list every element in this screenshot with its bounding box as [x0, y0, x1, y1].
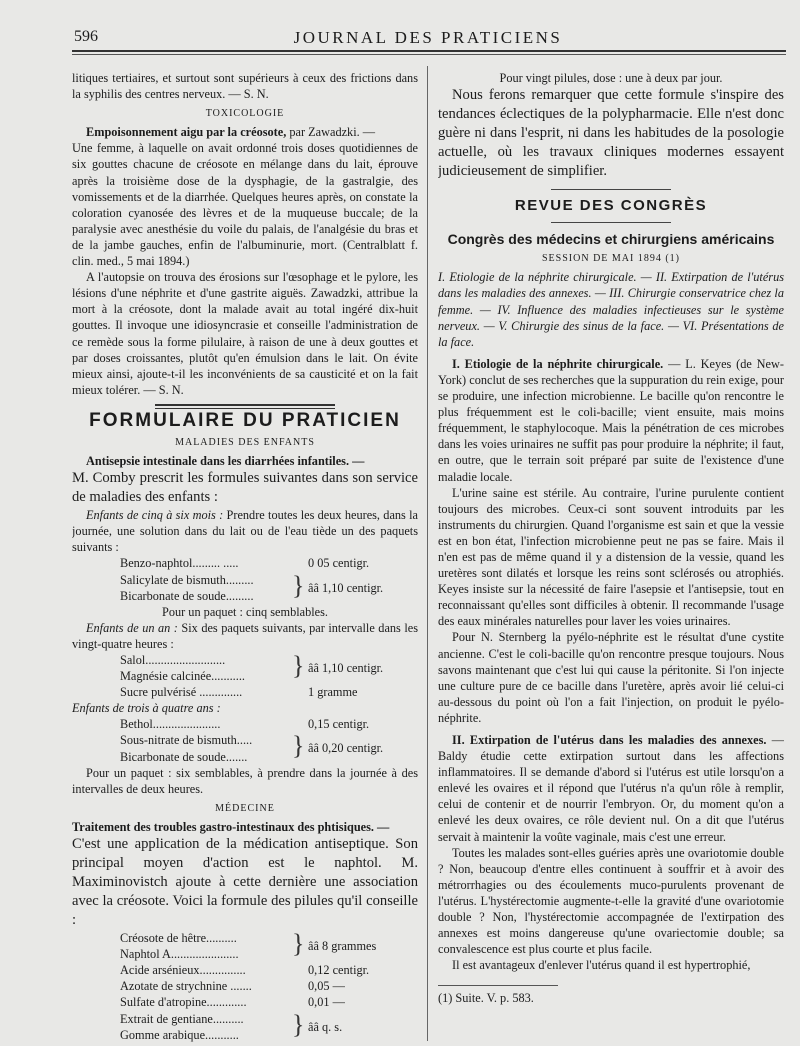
paragraph: litiques tertiaires, et surtout sont supérieurs à ceux des frictions dans la syphilis des centres nerveux. — S. N.: [72, 71, 418, 102]
prescription-1: [72, 555, 418, 619]
ornament-rule: [551, 222, 671, 223]
section-heading: TOXICOLOGIE: [205, 108, 285, 120]
paragraph: [72, 819, 418, 835]
left-column: [72, 70, 418, 1045]
ornament-rule: [551, 189, 671, 190]
instruction-text: Prendre toutes les deux heures, dans la journée, une solution dans du lait ou de l'eau tiède un des paquets suivants :: [72, 508, 418, 555]
session-heading: SESSION DE MAI 1894 (1): [542, 253, 680, 265]
paragraph: Pour un paquet : cinq semblables.: [162, 604, 328, 619]
prescription-row: Benzo-naphtol......... ..... 0 05 centigr.: [120, 556, 370, 571]
instruction-text: Six des paquets suivants, par intervalle dans les vingt-quatre heures :: [72, 620, 418, 651]
prescription-row: Sucre pulvérisé .............. 1 gramme: [120, 685, 358, 700]
right-column: [438, 70, 784, 1045]
brace: }: [292, 570, 305, 600]
age-label: Enfants de cinq à six mois :: [86, 508, 224, 523]
paragraph: A l'autopsie on trouva des érosions sur l'œsophage et le pylore, les lésions d'une néphrite et d'une gastrite aiguës. Zawadzki, attribue la mort à la créosote, dont la malade avait au total ingéré dix-huit gouttes. Il invoque une idiosyncrasie et conseille l'administration de ce remède sous la forme pilulaire, à raison de une à deux gouttes et par doses croissantes, plutôt qu'en émulsion dans le lait. On évite mieux ainsi, ajoute-t-il les inconvénients de sa causticité et on la fait mieux tolérer. — S. N.: [72, 270, 418, 397]
header-rule-thin: [72, 54, 786, 55]
revue-title: REVUE DES CONGRÈS: [514, 197, 708, 215]
brace: }: [292, 1009, 305, 1039]
prescription-row: Extrait de gentiane.......... ââ q. s. }: [120, 1009, 343, 1039]
prescription-row: Magnésie calcinée...........: [120, 669, 245, 684]
ornament-rule: [155, 404, 335, 409]
paragraph: Pour N. Sternberg la pyélo-néphrite est le résultat d'une cystite ancienne. C'est le coli-bacille qu'on rencontre presque toujours. Nous savons maintenant que c'est lui qui cause la péritonite. Si l'on injecte une culture pure de ce bacille dans l'uretère, après avoir lié celui-ci au-dessous du point où l'on a fait l'injection, on produit le pyélo-néphrite.: [438, 630, 784, 725]
paragraph: [72, 453, 418, 469]
congres-title: Congrès des médecins et chirurgiens américains: [447, 231, 775, 248]
paragraph: M. Comby prescrit les formules suivantes dans son service de maladies des enfants :: [72, 470, 418, 506]
prescription-row: Bethol...................... 0,15 centigr.: [120, 717, 370, 732]
footnote: (1) Suite. V. p. 583.: [438, 991, 534, 1006]
brace: }: [292, 731, 305, 761]
prescription-2: [72, 652, 418, 700]
prescription-row: Acide arsénieux............... 0,12 centigr.: [120, 963, 370, 978]
prescription-row: Salol.......................... ââ 1,10 centigr. }: [120, 651, 384, 680]
article-title: Empoisonnement aigu par la créosote,: [86, 125, 287, 140]
prescription-row: Sulfate d'atropine............. 0,01 —: [120, 995, 345, 1010]
prescription-row: Gomme arabique...........: [120, 1027, 239, 1042]
age-label: Enfants de trois à quatre ans :: [72, 701, 221, 716]
paragraph: [72, 700, 418, 716]
table-of-contents: I. Etiologie de la néphrite chirurgicale. — II. Extirpation de l'utérus dans les maladies des annexes. — III. Chirurgie conservatrice chez la femme. — IV. Influence des maladies infectieuses sur le système nerveux. — V. Chirurgie des sinus de la face. — VI. Présentations de la face.: [438, 270, 784, 349]
paragraph: Pour vingt pilules, dose : une à deux par jour.: [499, 71, 723, 85]
header-rule: [72, 50, 786, 52]
article-text: — L. Keyes (de New-York) conclut de ses recherches que la suppuration du rein exige, pour se produire, une infection microbienne. Le bacille qu'on rencontre le plus fréquemment est le coli-bacille; vient ensuite, mais moins fréquemment, le staphylocoque. Mais la pénétration de ces microbes dans les voies urinaires ne suffit pas pour produire la néphrite; il faut, en outre, que le terrain soit préparé par suite de l'existence d'une maladie locale.: [438, 356, 784, 484]
footnote-rule: [438, 985, 558, 986]
paragraph: C'est une application de la médication antiseptique. Son principal moyen d'action est le naphtol. M. Maximinovistch ajoute à cette dernière une association avec la créosote. Voici la formule des pilules qu'il conseille :: [72, 836, 418, 929]
paragraph: Pour un paquet : six semblables, à prendre dans la journée à des intervalles de deux heures.: [72, 765, 418, 796]
paragraph: Une femme, à laquelle on avait ordonné trois doses quotidiennes de six gouttes chacune de créosote en mélange dans du lait, éprouve après la troisième dose de la dysphagie, de la gastralgie, des vomissements et de la diarrhée. Quelques heures après, on constate la coloration cyanosée des lèvres et de la muqueuse buccale; de la paralysie avec anesthésie du voile du palais, de l'analgésie du bras et de la jambe gauches, enfin de l'albuminurie, mort. (Centralblatt f. clin. med., 5 mai 1894.): [72, 141, 418, 269]
prescription-row: Bicarbonate de soude.........: [120, 588, 254, 603]
age-label: Enfants de un an :: [86, 620, 178, 635]
page-number: 596: [74, 28, 98, 45]
section-heading: MÉDECINE: [215, 802, 275, 814]
article-title: I. Etiologie de la néphrite chirurgicale.: [452, 356, 664, 371]
section-heading: MALADIES DES ENFANTS: [175, 436, 315, 448]
prescription-row: Créosote de hêtre.......... ââ 8 grammes }: [120, 929, 377, 959]
brace: }: [292, 929, 305, 959]
paragraph: [72, 124, 418, 140]
prescription-row: Bicarbonate de soude.......: [120, 749, 248, 764]
paragraph: [72, 507, 418, 555]
prescription-row: Sous-nitrate de bismuth..... ââ 0,20 centigr. }: [120, 731, 384, 761]
paragraph: [72, 620, 418, 652]
paragraph: [438, 356, 784, 485]
formulaire-title: FORMULAIRE DU PRATICIEN: [89, 409, 401, 431]
prescription-3: [72, 716, 418, 764]
prescription-4: [72, 930, 418, 1043]
paragraph: Nous ferons remarquer que cette formule s'inspire des tendances éclectiques de la polypharmacie. Elle n'est donc guère ni dans l'esprit, ni dans les habitudes de la posologie actuelle, où les travaux cliniques modernes essayent judicieusement de simplifier.: [438, 87, 784, 180]
paragraph: Il est avantageux d'enlever l'utérus quand il est hypertrophié,: [452, 958, 751, 973]
article-title: Antisepsie intestinale dans les diarrhées infantiles. —: [86, 454, 365, 469]
paragraph: [438, 732, 784, 845]
prescription-row: Azotate de strychnine ....... 0,05 —: [120, 979, 345, 994]
paragraph: L'urine saine est stérile. Au contraire, l'urine purulente contient toujours des microbes. Ceux-ci sont souvent introduits par les instruments du chirurgien. Quand l'organisme est sain et que la vessie est en bon état, l'infection microbienne peut ne pas se faire. Mais il n'en est pas de même quand il y a distension de la vessie, quand les uretères sont dilatés et lorsque les reins sont sclérosés ou atrophiés. Keyes insiste sur la nécessité de faire l'asepsie et l'antisepsie, tout en reconnaissant qu'elles sont difficiles à obtenir. Il recommande l'usage des eaux minérales naturelles pour laver les voies urinaires.: [438, 485, 784, 629]
article-title: Traitement des troubles gastro-intestinaux des phtisiques. —: [72, 819, 390, 834]
prescription-row: Naphtol A......................: [120, 947, 239, 962]
article-title: II. Extirpation de l'utérus dans les maladies des annexes.: [452, 733, 767, 747]
prescription-row: Salicylate de bismuth......... ââ 1,10 centigr. }: [120, 570, 384, 600]
article-text: — Baldy étudie cette extirpation surtout dans les affections inflammatoires. Il se demande d'abord si l'utérus est utile lorsqu'on a enlevé les ovaires et il répond que l'utérus n'a qu'un rôle à remplir, celui de contenir et de nourrir l'embryon. Or, du moment qu'on a enlevé les deux ovaires, ce rôle devient nul. On a dit que l'utérus servait à maintenir la voûte vaginale, mais c'est une erreur.: [438, 733, 784, 844]
brace: }: [292, 651, 305, 680]
journal-title: JOURNAL DES PRATICIENS: [293, 28, 563, 47]
paragraph: Toutes les malades sont-elles guéries après une ovariotomie double ? Non, beaucoup d'entre elles continuent à souffrir et à avoir des métrorrhagies ou des écoulements muco-purulents provenant de l'utérus. L'hystérectomie augmente-t-elle la gravité d'une ovariotomie double ? Non, l'hystérectomie accompagnée de l'extirpation des annexes est moins dangereuse qu'une ovariectomie double; sa convalescence est plus courte et plus facile.: [438, 845, 784, 957]
column-divider: [427, 66, 428, 1041]
article-author: par Zawadzki. —: [289, 125, 376, 140]
